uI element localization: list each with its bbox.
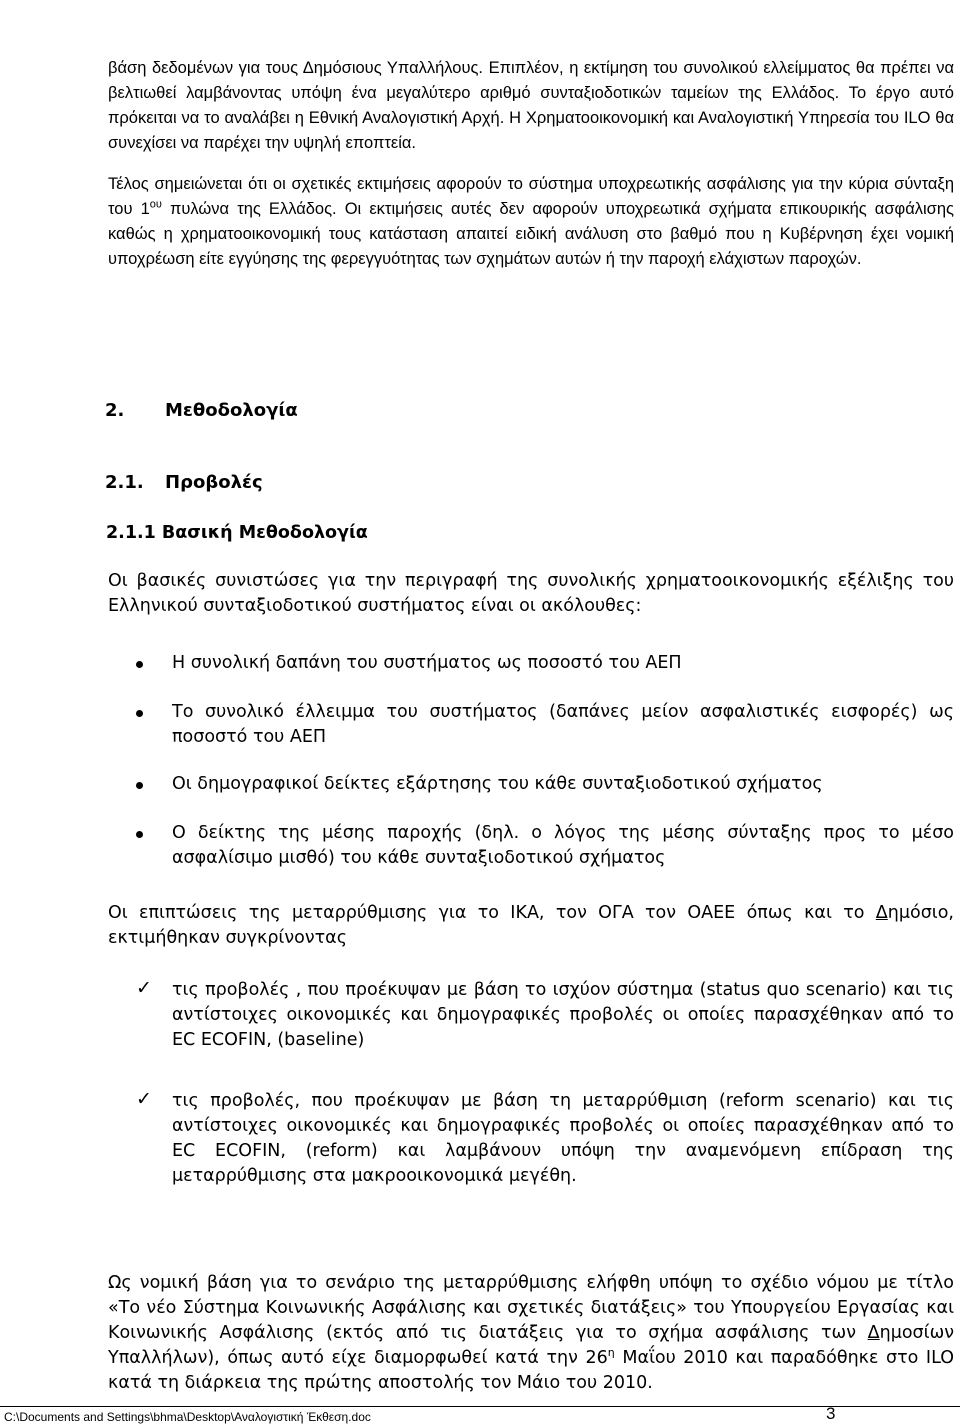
list-item: Οι δημογραφικοί δείκτες εξάρτησης του κάθε συνταξιοδοτικού σχήματος xyxy=(108,772,954,797)
heading-2-1-1 xyxy=(106,523,368,543)
list-item: Ο δείκτης της μέσης παροχής (δηλ. ο λόγος της μέσης σύνταξης προς το μέσο ασφαλίσιμο μισθό) του κάθε συνταξιοδοτικού σχήματος xyxy=(108,821,954,871)
footer-file-path: C:\Documents and Settings\bhma\Desktop\Αναλογιστική Έκθεση.doc xyxy=(4,1410,371,1424)
page-number: 3 xyxy=(826,1404,836,1423)
checkmark-list xyxy=(108,978,954,1189)
list-item: Το συνολικό έλλειμμα του συστήματος (δαπάνες μείον ασφαλιστικές εισφορές) ως ποσοστό του ΑΕΠ xyxy=(108,700,954,750)
checkmark-icon: ✓ xyxy=(136,977,152,999)
bullet-icon xyxy=(136,782,143,789)
impact-paragraph: Οι επιπτώσεις της μεταρρύθμισης για το ΙΚΑ, τον ΟΓΑ τον ΟΑΕΕ όπως και το Δημόσιο, εκτιμήθηκαν συγκρίνοντας xyxy=(108,903,954,948)
footer-divider xyxy=(0,1406,960,1407)
list-item: Η συνολική δαπάνη του συστήματος ως ποσοστό του ΑΕΠ xyxy=(108,651,954,676)
paragraph-2: Τέλος σημειώνεται ότι οι σχετικές εκτιμήσεις αφορούν το σύστημα υποχρεωτικής ασφάλισης για την κύρια σύνταξη του $1^{o\upsilon}$ πυλώνα της Ελλάδος. Οι εκτιμήσεις αυτές δεν αφορούν υποχρεωτικά σχήματα επικουρικής ασφάλισης καθώς η χρηματοοικονομική τους κατάσταση απαιτεί ειδική ανάλυση στο βαθμό που η Κυβέρνηση έχει νομική υποχρέωση είτε εγγύησης της φερεγγυότητας των σχημάτων αυτών ή την παροχή ελάχιστων παροχών. xyxy=(108,175,954,268)
intro-paragraph: Οι βασικές συνιστώσες για την περιγραφή της συνολικής χρηματοοικονομικής εξέλιξης του Ελληνικού συνταξιοδοτικού συστήματος είναι οι ακόλουθες: xyxy=(108,571,954,616)
bullet-icon xyxy=(136,710,143,717)
checkmark-icon: ✓ xyxy=(136,1088,152,1110)
heading-number: 2.1. xyxy=(105,472,144,493)
paragraph-1: βάση δεδομένων για τους Δημόσιους Υπαλλήλους. Επιπλέον, η εκτίμηση του συνολικού ελλείμματος θα πρέπει να βελτιωθεί λαμβάνοντας υπόψη ένα μεγαλύτερο αριθμό συνταξιοδοτικών ταμείων της Ελλάδος. Το έργο αυτό πρόκειται να το αναλάβει η Εθνική Αναλογιστική Αρχή. Η Χρηματοοικονομική και Αναλογιστική Υπηρεσία του ILO θα συνεχίσει να παρέχει την υψηλή εποπτεία. xyxy=(108,59,954,152)
heading-title: Μεθοδολογία xyxy=(165,400,298,421)
list-item: ✓ τις προβολές , που προέκυψαν με βάση το ισχύον σύστημα (status quo scenario) και τις αντίστοιχες οικονομικές και δημογραφικές προβολές οι οποίες παρασχέθηκαν από το EC ECOFIN, (baseline) xyxy=(136,977,954,1050)
bullet-icon xyxy=(136,831,143,838)
heading-title: Προβολές xyxy=(165,472,263,493)
heading-title: Βασική Μεθοδολογία xyxy=(161,523,368,543)
bullet-icon xyxy=(136,661,143,668)
heading-2-1 xyxy=(105,472,263,493)
bullet-list xyxy=(108,651,954,871)
heading-number: 2.1.1 xyxy=(106,523,156,543)
document-page xyxy=(105,56,954,1393)
list-item: ✓ τις προβολές, που προέκυψαν με βάση τη μεταρρύθμιση (reform scenario) και τις αντίστοιχες οικονομικές και δημογραφικές προβολές οι οποίες παρασχέθηκαν από το EC ECOFIN, (reform) και λαμβάνουν υπόψη την αναμενόμενη επίδραση της μεταρρύθμισης στα μακροοικονομικά μεγέθη. xyxy=(136,1088,954,1186)
heading-number: 2. xyxy=(105,400,125,421)
legal-paragraph: Ως νομική βάση για το σενάριο της μεταρρύθμισης ελήφθη υπόψη το σχέδιο νόμου με τίτλο «Το νέο Σύστημα Κοινωνικής Ασφάλισης και σχετικές διατάξεις» του Υπουργείου Εργασίας και Κοινωνικής Ασφάλισης (εκτός από τις διατάξεις για το σχήμα ασφάλισης των Δημοσίων Υπαλλήλων), όπως αυτό είχε διαμορφωθεί κατά την $26^\eta$ Μαΐου 2010 και παραδόθηκε στο ILO κατά τη διάρκεια της πρώτης αποστολής τον Μάιο του 2010. xyxy=(108,1273,954,1393)
heading-2 xyxy=(105,400,298,421)
